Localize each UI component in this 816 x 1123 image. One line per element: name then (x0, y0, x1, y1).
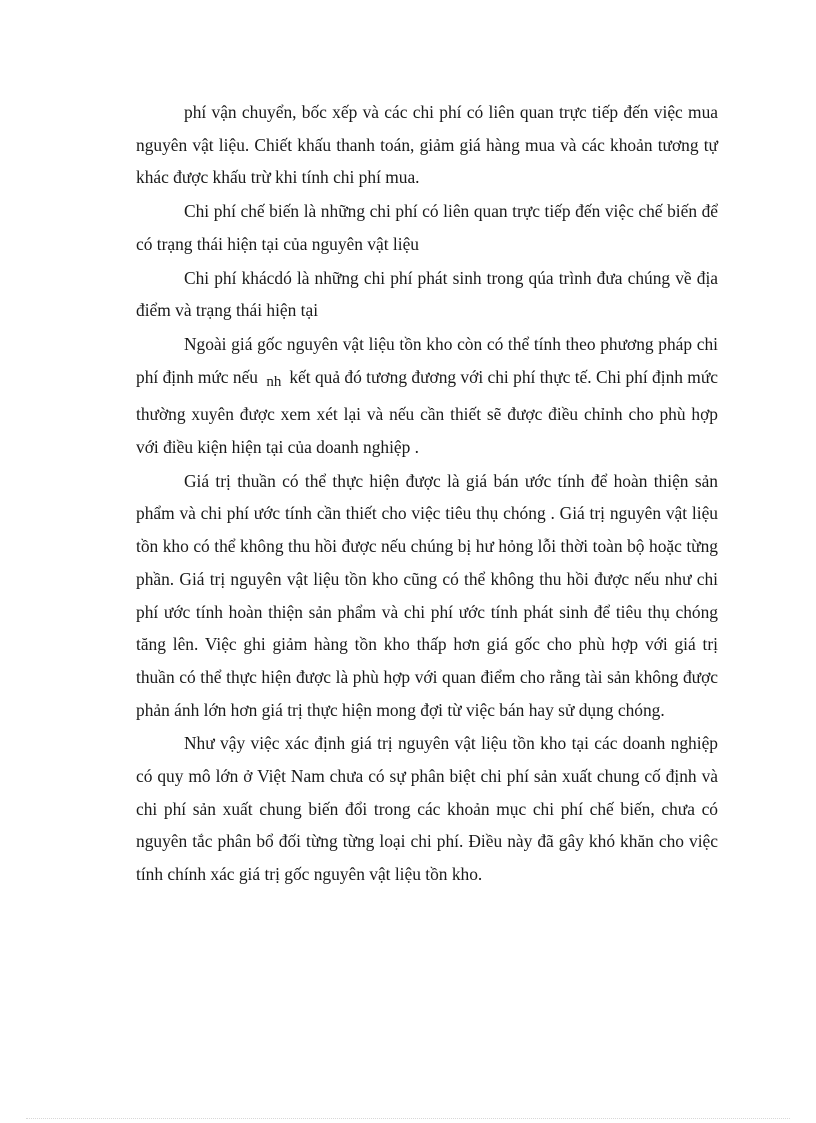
inline-marker: nh (266, 373, 282, 390)
page-bottom-divider (26, 1118, 790, 1119)
paragraph-net-realizable-value: Giá trị thuần có thể thực hiện được là giá bán ước tính để hoàn thiện sản phẩm và chi phí ước tính cần thiết cho việc tiêu thụ chóng . Giá trị nguyên vật liệu tồn kho có thể không thu hồi được nếu chúng bị hư hỏng lỗi thời toàn bộ hoặc từng phần. Giá trị nguyên vật liệu tồn kho cũng có thể không thu hồi được nếu như chi phí ước tính hoàn thiện sản phẩm và chi phí ước tính phát sinh để tiêu thụ chóng tăng lên. Việc ghi giảm hàng tồn kho thấp hơn giá gốc cho phù hợp với giá trị thuần có thể thực hiện được là phù hợp với quan điểm cho rằng tài sản không được phản ánh lớn hơn giá trị thực hiện mong đợi từ việc bán hay sử dụng chóng. (136, 470, 718, 720)
paragraph-conclusion: Như vậy việc xác định giá trị nguyên vật liệu tồn kho tại các doanh nghiệp có quy mô lớn ở Việt Nam chưa có sự phân biệt chi phí sản xuất chung cố định và chi phí sản xuất chung biến đổi trong các khoản mục chi phí chế biến, chưa có nguyên tắc phân bổ đối từng từng loại chi phí. Điều này đã gây khó khăn cho việc tính chính xác giá trị gốc nguyên vật liệu tồn kho. (136, 733, 718, 885)
paragraph-standard-cost (136, 328, 718, 464)
paragraph-other-costs: Chi phí khácdó là những chi phí phát sinh trong qúa trình đưa chúng về địa điểm và trạng thái hiện tại (136, 267, 718, 321)
paragraph-purchase-costs: phí vận chuyển, bốc xếp và các chi phí có liên quan trực tiếp đến việc mua nguyên vật liệu. Chiết khấu thanh toán, giảm giá hàng mua và các khoản tương tự khác được khấu trừ khi tính chi phí mua. (136, 102, 718, 188)
document-body (136, 96, 718, 892)
paragraph-standard-cost-end: kết quả đó tương đương với chi phí thực tế. Chi phí định mức thường xuyên được xem xét lại và nếu cần thiết sẽ được điều chỉnh cho phù hợp với điều kiện hiện tại của doanh nghiệp . (136, 366, 718, 458)
paragraph-processing-costs: Chi phí chế biến là những chi phí có liên quan trực tiếp đến việc chế biến để có trạng thái hiện tại của nguyên vật liệu (136, 201, 718, 254)
paragraph-standard-cost-start: Ngoài giá gốc nguyên vật liệu tồn kho còn có thể tính theo phương pháp chi phí định mức nếu (136, 333, 718, 387)
